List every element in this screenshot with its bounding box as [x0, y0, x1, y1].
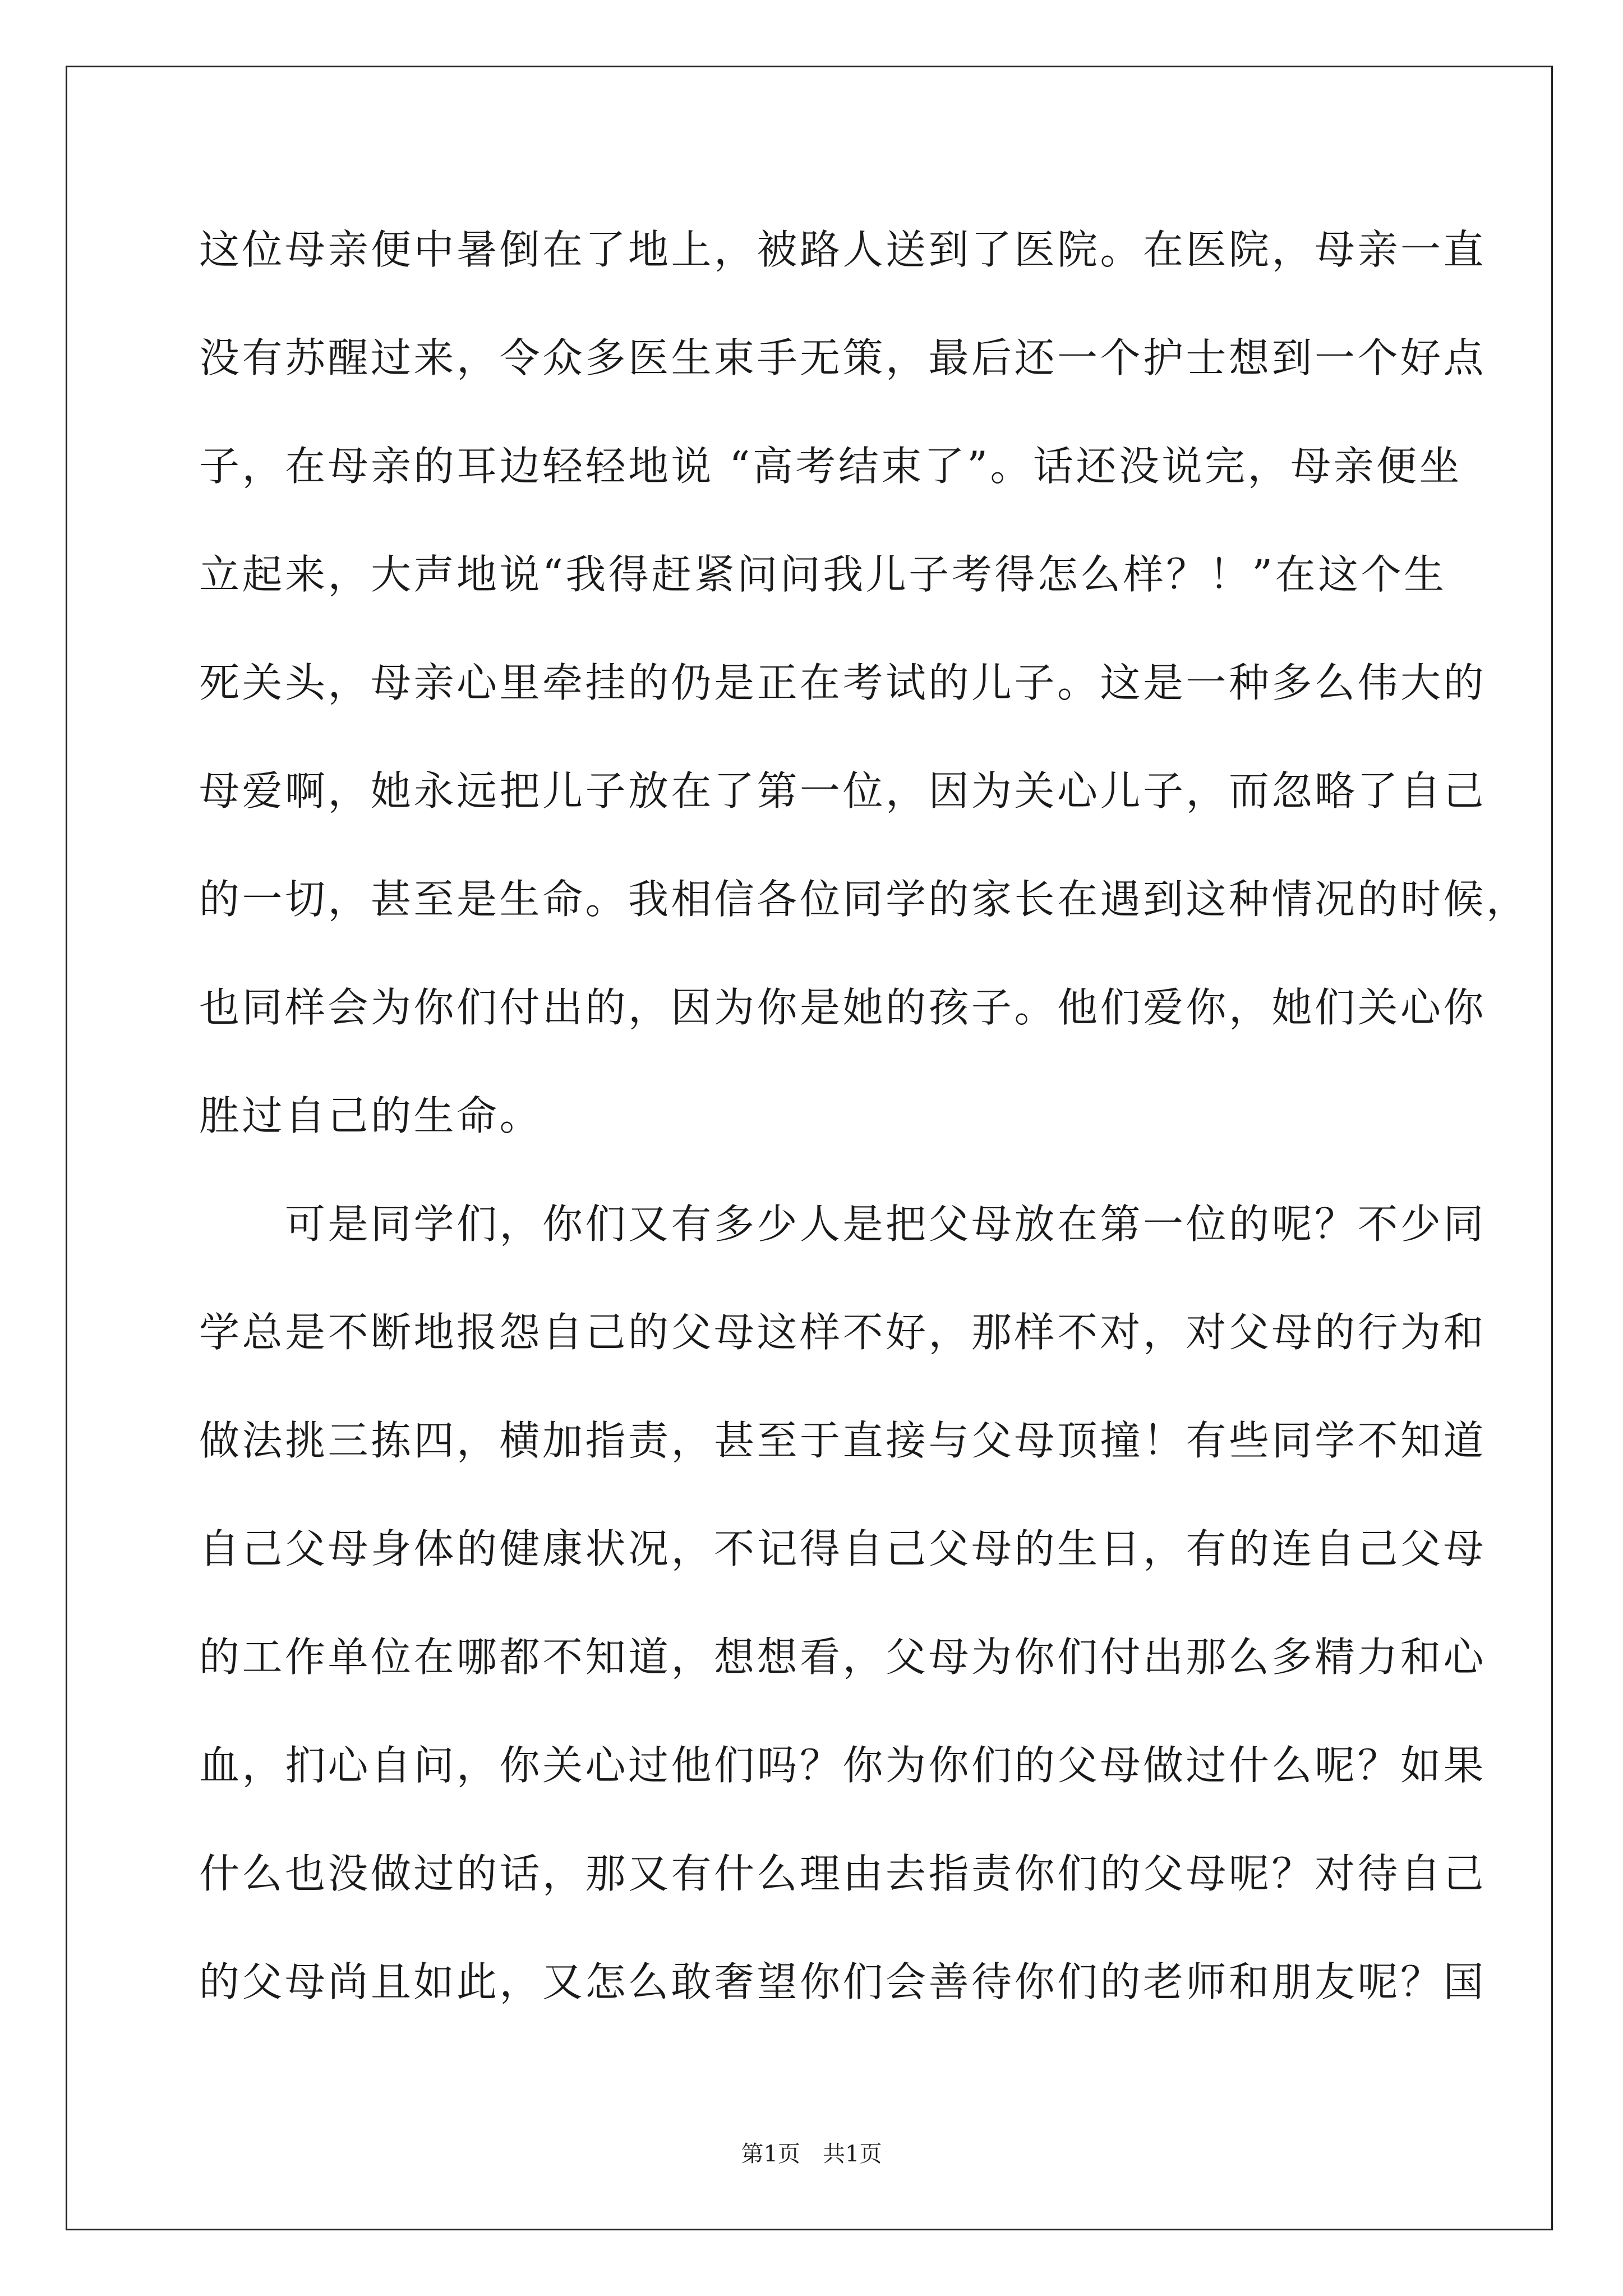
text-line: 立起来，大声地说“我得赶紧问问我儿子考得怎么样？！”在这个生 — [199, 551, 1447, 598]
text-line: 也同样会为你们付出的，因为你是她的孩子。他们爱你，她们关心你 — [199, 984, 1487, 1031]
text-line: 自己父母身体的健康状况，不记得自己父母的生日，有的连自己父母 — [199, 1525, 1487, 1572]
text-line: 母爱啊，她永远把儿子放在了第一位，因为关心儿子，而忽略了自己 — [199, 767, 1487, 815]
text-line: 什么也没做过的话，那又有什么理由去指责你们的父母呢？对待自己 — [199, 1850, 1487, 1897]
text-line: 做法挑三拣四，横加指责，甚至于直接与父母顶撞！有些同学不知道 — [199, 1417, 1487, 1464]
text-line: 的工作单位在哪都不知道，想想看，父母为你们付出那么多精力和心 — [199, 1634, 1487, 1681]
text-line: 子，在母亲的耳边轻轻地说 “高考结束了”。话还没说完，母亲便坐 — [199, 443, 1463, 490]
text-line: 胜过自己的生命。 — [199, 1092, 543, 1139]
text-line: 的一切，甚至是生命。我相信各位同学的家长在遇到这种情况的时候， — [199, 876, 1529, 923]
text-line: 死关头，母亲心里牵挂的仍是正在考试的儿子。这是一种多么伟大的 — [199, 659, 1487, 706]
paragraph-start-line: 可是同学们，你们又有多少人是把父母放在第一位的呢？不少同 — [199, 1200, 1487, 1248]
page-number-footer: 第1页 共1页 — [741, 2141, 882, 2167]
text-line: 学总是不断地报怨自己的父母这样不好，那样不对，对父母的行为和 — [199, 1309, 1487, 1356]
text-line: 这位母亲便中暑倒在了地上，被路人送到了医院。在医院，母亲一直 — [199, 226, 1487, 273]
text-line: 的父母尚且如此，又怎么敢奢望你们会善待你们的老师和朋友呢？国 — [199, 1958, 1487, 2005]
document-body — [199, 213, 1529, 2054]
text-line: 血，扪心自问，你关心过他们吗？你为你们的父母做过什么呢？如果 — [199, 1742, 1487, 1789]
text-line: 没有苏醒过来，令众多医生束手无策，最后还一个护士想到一个好点 — [199, 334, 1487, 381]
